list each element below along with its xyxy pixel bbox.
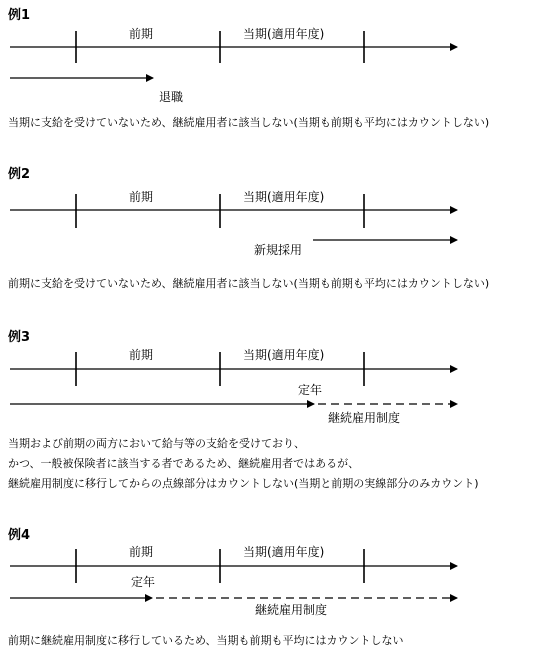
previous-period-label: 前期 (129, 348, 154, 362)
example-caption-line-2: かつ、一般被保険者に該当する者であるため、継続雇用者ではあるが、 (8, 457, 360, 470)
previous-period-label: 前期 (129, 27, 154, 41)
event-label: 定年 (131, 575, 156, 589)
example-title: 例1 (8, 8, 31, 23)
example-caption-line-1: 当期および前期の両方において給与等の支給を受けており、 (8, 437, 305, 450)
example-3 (8, 329, 479, 490)
current-period-label: 当期(適用年度) (243, 27, 325, 41)
dashed-segment-label: 継続雇用制度 (328, 411, 401, 425)
previous-period-label: 前期 (129, 545, 154, 559)
example-4 (8, 527, 457, 647)
current-period-label: 当期(適用年度) (243, 190, 325, 204)
current-period-label: 当期(適用年度) (243, 348, 325, 362)
example-1 (8, 7, 489, 129)
example-title: 例4 (8, 528, 31, 543)
event-label: 新規採用 (254, 243, 303, 257)
example-caption: 前期に支給を受けていないため、継続雇用者に該当しない(当期も前期も平均にはカウントしない) (8, 277, 490, 290)
example-title: 例3 (8, 330, 31, 345)
example-title: 例2 (8, 167, 31, 182)
example-caption-line-3: 継続雇用制度に移行してからの点線部分はカウントしない(当期と前期の実線部分のみカウント) (8, 477, 479, 490)
event-label: 退職 (159, 90, 184, 104)
example-caption: 当期に支給を受けていないため、継続雇用者に該当しない(当期も前期も平均にはカウントしない) (8, 116, 490, 129)
dashed-segment-label: 継続雇用制度 (255, 603, 328, 617)
current-period-label: 当期(適用年度) (243, 545, 325, 559)
example-2 (8, 166, 489, 290)
event-label: 定年 (298, 383, 323, 397)
example-caption: 前期に継続雇用制度に移行しているため、当期も前期も平均にはカウントしない (8, 634, 404, 647)
previous-period-label: 前期 (129, 190, 154, 204)
